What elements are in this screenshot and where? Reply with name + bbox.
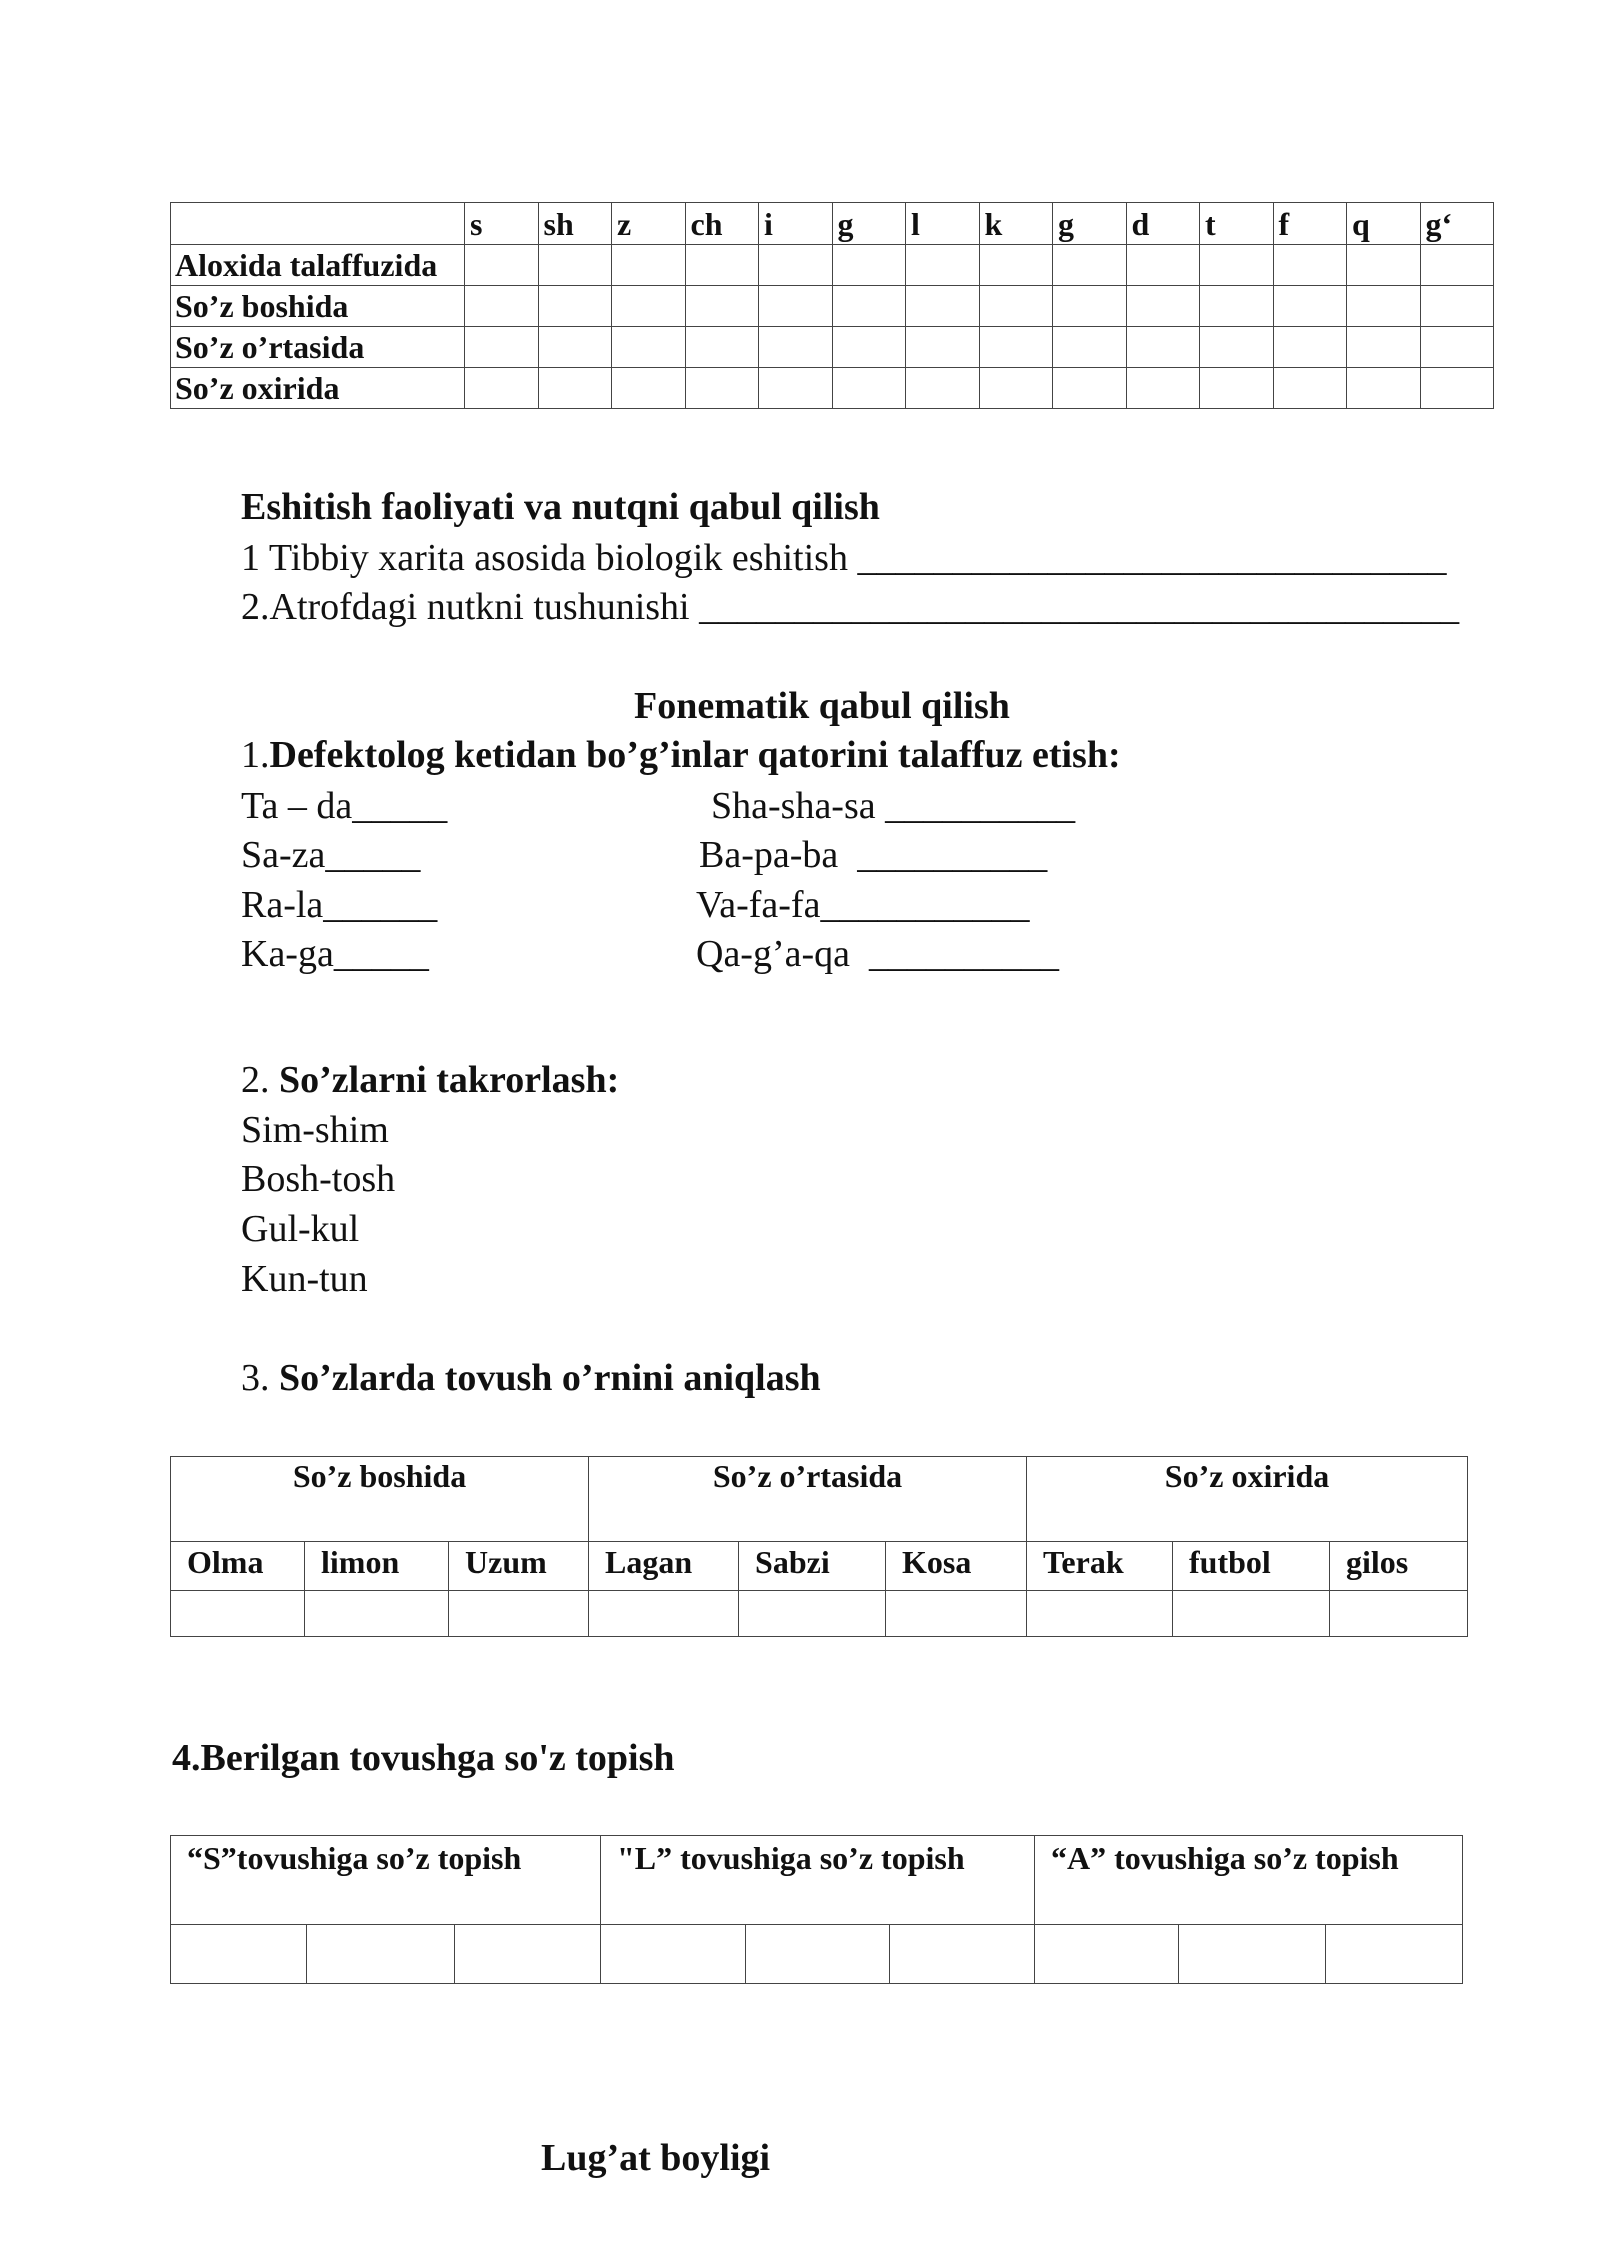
empty-cell (538, 368, 612, 409)
empty-cell (307, 1925, 455, 1984)
empty-cell (979, 327, 1053, 368)
empty-cell (759, 245, 833, 286)
letters-header-row (171, 203, 1494, 245)
task-title: Defektolog ketidan bo’g’inlar qatorini talaffuz etish: (269, 734, 1121, 776)
empty-cell (1347, 368, 1421, 409)
empty-cell (589, 1591, 739, 1637)
group-header-row (171, 1457, 1468, 1542)
syllable-item: Sha-sha-sa __________ (711, 785, 1076, 827)
empty-cell (1053, 327, 1127, 368)
empty-cell (1200, 245, 1274, 286)
group-header-row (171, 1836, 1463, 1925)
word-cell: Terak (1027, 1542, 1173, 1591)
letters-row (171, 286, 1494, 327)
group-header: "L” tovushiga so’z topish (601, 1836, 1035, 1925)
letter-header: q (1347, 203, 1421, 245)
corner-cell (171, 203, 465, 245)
empty-cell (1347, 327, 1421, 368)
syllable-item: Qa-g’a-qa __________ (696, 933, 1060, 975)
empty-cell (1126, 245, 1200, 286)
answer-row (171, 1925, 1463, 1984)
empty-cell (171, 1925, 307, 1984)
task-number: 2. (241, 1059, 270, 1101)
group-header: So’z boshida (171, 1457, 589, 1542)
empty-cell (979, 368, 1053, 409)
empty-cell (538, 327, 612, 368)
empty-cell (906, 286, 980, 327)
syllable-item: Ka-ga_____ (241, 933, 429, 975)
syllable-item: Va-fa-fa___________ (696, 884, 1030, 926)
syllable-item: Sa-za_____ (241, 834, 421, 876)
empty-cell (685, 327, 759, 368)
hearing-title: Eshitish faoliyati va nutqni qabul qilish (241, 486, 880, 528)
empty-cell (890, 1925, 1035, 1984)
letter-header: f (1273, 203, 1347, 245)
empty-cell (1179, 1925, 1326, 1984)
letters-row (171, 368, 1494, 409)
empty-cell (906, 245, 980, 286)
word-cell: futbol (1173, 1542, 1330, 1591)
empty-cell (1053, 245, 1127, 286)
empty-cell (759, 286, 833, 327)
empty-cell (739, 1591, 886, 1637)
group-header: “A” tovushiga so’z topish (1035, 1836, 1463, 1925)
hearing-item: 2.Atrofdagi nutkni tushunishi ________________________________________ (241, 586, 1460, 628)
task-number: 3. (241, 1357, 270, 1399)
empty-cell (979, 245, 1053, 286)
syllable-item: Ta – da_____ (241, 785, 448, 827)
empty-cell (1273, 368, 1347, 409)
empty-cell (455, 1925, 601, 1984)
empty-cell (1330, 1591, 1468, 1637)
letter-header: ch (685, 203, 759, 245)
empty-cell (1347, 286, 1421, 327)
empty-cell (1053, 286, 1127, 327)
empty-cell (1420, 327, 1494, 368)
task-1-heading (241, 730, 1121, 780)
word-pair: Gul-kul (241, 1208, 360, 1250)
row-label: Aloxida talaffuzida (171, 245, 465, 286)
empty-cell (538, 245, 612, 286)
empty-cell (1173, 1591, 1330, 1637)
empty-cell (465, 327, 539, 368)
word-cell: Uzum (449, 1542, 589, 1591)
empty-cell (1027, 1591, 1173, 1637)
letter-header: g (1053, 203, 1127, 245)
empty-cell (685, 368, 759, 409)
find-word-table (170, 1835, 1463, 1984)
group-header: So’z o’rtasida (589, 1457, 1027, 1542)
empty-cell (1273, 286, 1347, 327)
empty-cell (759, 368, 833, 409)
empty-cell (1420, 368, 1494, 409)
syllable-item: Ra-la______ (241, 884, 438, 926)
vocabulary-title: Lug’at boyligi (541, 2137, 771, 2179)
empty-cell (1420, 286, 1494, 327)
empty-cell (832, 286, 906, 327)
letters-row (171, 245, 1494, 286)
task-2-heading (241, 1055, 619, 1105)
letter-header: s (465, 203, 539, 245)
empty-cell (1126, 327, 1200, 368)
hearing-item: 1 Tibbiy xarita asosida biologik eshitish _______________________________ (241, 537, 1447, 579)
letters-table (170, 202, 1494, 409)
letter-header: k (979, 203, 1053, 245)
letter-header: d (1126, 203, 1200, 245)
group-header: “S”tovushiga so’z topish (171, 1836, 601, 1925)
empty-cell (906, 327, 980, 368)
empty-cell (685, 245, 759, 286)
letter-header: t (1200, 203, 1274, 245)
word-pair: Bosh-tosh (241, 1158, 396, 1200)
letter-header: l (906, 203, 980, 245)
empty-cell (171, 1591, 305, 1637)
empty-cell (1053, 368, 1127, 409)
empty-cell (979, 286, 1053, 327)
word-pair: Sim-shim (241, 1109, 389, 1151)
empty-cell (1273, 327, 1347, 368)
empty-cell (759, 327, 833, 368)
empty-cell (832, 368, 906, 409)
empty-cell (305, 1591, 449, 1637)
empty-cell (1126, 368, 1200, 409)
letters-row (171, 327, 1494, 368)
word-pair: Kun-tun (241, 1258, 368, 1300)
empty-cell (1035, 1925, 1179, 1984)
empty-cell (1200, 368, 1274, 409)
letter-header: z (612, 203, 686, 245)
empty-cell (832, 245, 906, 286)
task-title: So’zlarda tovush o’rnini aniqlash (279, 1357, 821, 1399)
empty-cell (1200, 327, 1274, 368)
word-cell: limon (305, 1542, 449, 1591)
letter-header: g‘ (1420, 203, 1494, 245)
word-cell: gilos (1330, 1542, 1468, 1591)
row-label: So’z o’rtasida (171, 327, 465, 368)
word-cell: Kosa (886, 1542, 1027, 1591)
task-title: So’zlarni takrorlash: (279, 1059, 620, 1101)
letter-header: g (832, 203, 906, 245)
phonemic-title: Fonematik qabul qilish (634, 685, 1010, 727)
task-number: 1. (241, 734, 270, 776)
empty-cell (612, 327, 686, 368)
empty-cell (465, 286, 539, 327)
letter-header: i (759, 203, 833, 245)
empty-cell (449, 1591, 589, 1637)
group-header: So’z oxirida (1027, 1457, 1468, 1542)
empty-cell (612, 245, 686, 286)
empty-cell (906, 368, 980, 409)
empty-cell (886, 1591, 1027, 1637)
word-row (171, 1542, 1468, 1591)
empty-cell (832, 327, 906, 368)
sound-position-table (170, 1456, 1468, 1637)
task-4-heading: 4.Berilgan tovushga so'z topish (172, 1737, 675, 1779)
task-3-heading (241, 1353, 821, 1403)
row-label: So’z oxirida (171, 368, 465, 409)
empty-cell (746, 1925, 890, 1984)
empty-cell (601, 1925, 746, 1984)
empty-cell (538, 286, 612, 327)
empty-cell (1273, 245, 1347, 286)
empty-cell (1347, 245, 1421, 286)
empty-cell (465, 368, 539, 409)
answer-row (171, 1591, 1468, 1637)
word-cell: Olma (171, 1542, 305, 1591)
word-cell: Sabzi (739, 1542, 886, 1591)
row-label: So’z boshida (171, 286, 465, 327)
empty-cell (1200, 286, 1274, 327)
empty-cell (1326, 1925, 1463, 1984)
empty-cell (685, 286, 759, 327)
empty-cell (1126, 286, 1200, 327)
letter-header: sh (538, 203, 612, 245)
word-cell: Lagan (589, 1542, 739, 1591)
empty-cell (612, 368, 686, 409)
empty-cell (612, 286, 686, 327)
syllable-item: Ba-pa-ba __________ (699, 834, 1048, 876)
empty-cell (465, 245, 539, 286)
empty-cell (1420, 245, 1494, 286)
